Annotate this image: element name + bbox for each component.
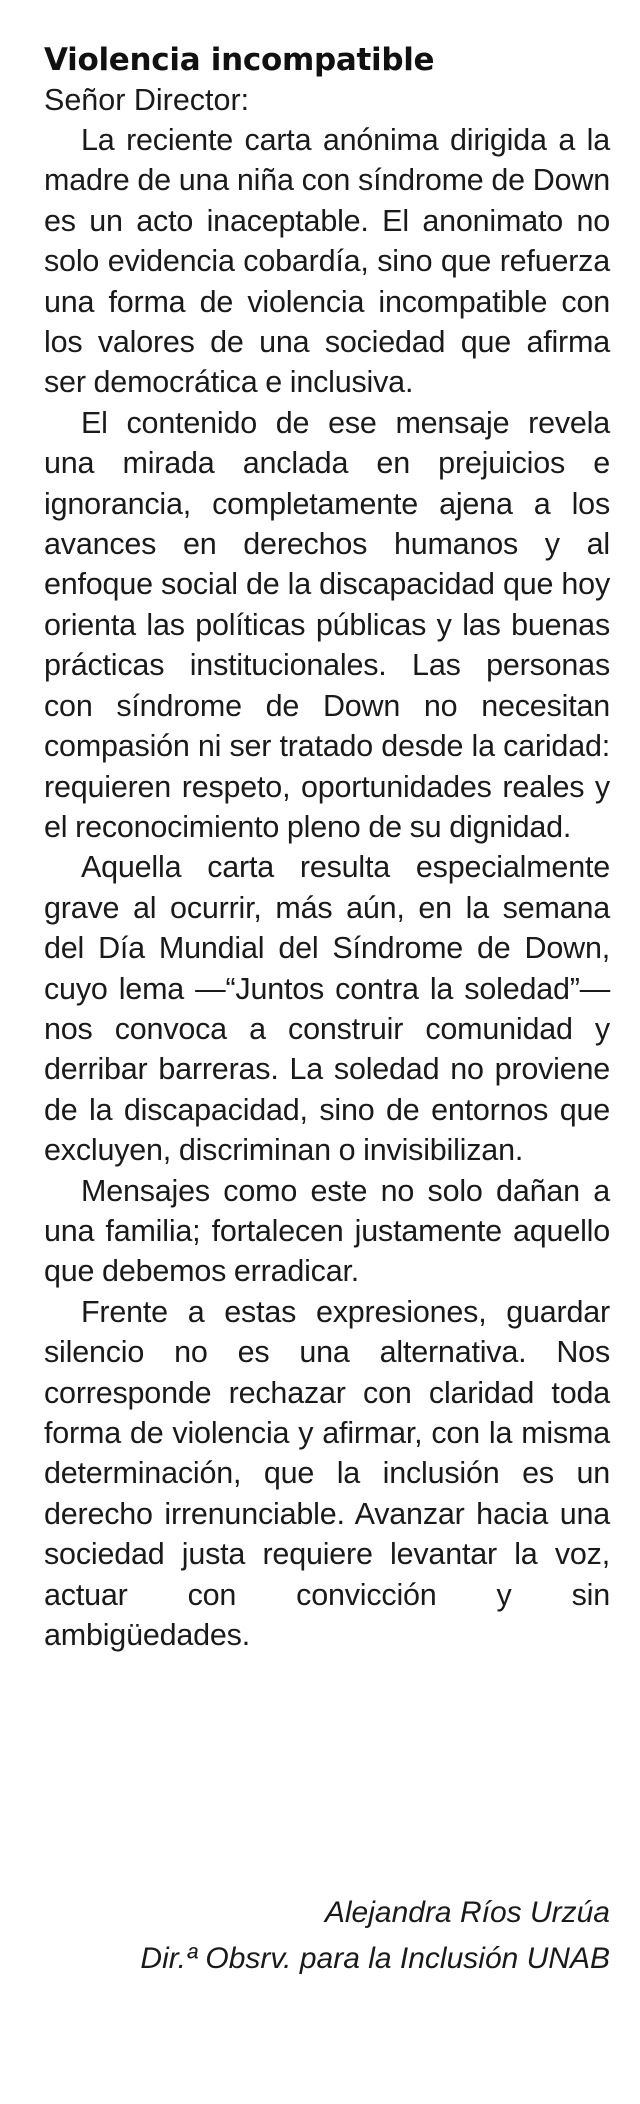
signature-name: Alejandra Ríos Urzúa <box>324 1896 610 1929</box>
letter-paragraph-3: Aquella carta resulta especialmente grave al ocurrir, más aún, en la semana del Día Mundial del Síndrome de Down, cuyo lema —“Juntos contra la soledad”— nos convoca a construir comunidad y derribar barreras. La soledad no proviene de la discapacidad, sino de entornos que excluyen, discriminan o invisibilizan. <box>44 850 610 1168</box>
letter-article <box>44 40 610 1655</box>
letter-paragraph-2: El contenido de ese mensaje revela una mirada anclada en prejuicios e ignorancia, completamente ajena a los avances en derechos humanos y al enfoque social de la discapacidad que hoy orienta las políticas públicas y las buenas prácticas institucionales. Las personas con síndrome de Down no necesitan compasión ni ser tratado desde la caridad: requieren respeto, oportunidades reales y el reconocimiento pleno de su dignidad. <box>44 405 610 844</box>
letter-paragraph-5: Frente a estas expresiones, guardar silencio no es una alternativa. Nos corresponde rechazar con claridad toda forma de violencia y afirmar, con la misma determinación, que la inclusión es un derecho irrenunciable. Avanzar hacia una sociedad justa requiere levantar la voz, actuar con convicción y sin ambigüedades. <box>44 1294 610 1653</box>
letter-paragraph-4: Mensajes como este no solo dañan a una familia; fortalecen justamente aquello que debemos erradicar. <box>44 1173 610 1289</box>
letter-headline: Violencia incompatible <box>44 42 435 78</box>
letter-paragraph-1: La reciente carta anónima dirigida a la madre de una niña con síndrome de Down es un acto inaceptable. El anonimato no solo evidencia cobardía, sino que refuerza una forma de violencia incompatible con los valores de una sociedad que afirma ser democrática e inclusiva. <box>44 123 610 400</box>
letter-salutation: Señor Director: <box>44 83 250 117</box>
signature-title: Dir.ª Obsrv. para la Inclusión UNAB <box>140 1942 610 1975</box>
letter-signature <box>140 1890 610 1982</box>
